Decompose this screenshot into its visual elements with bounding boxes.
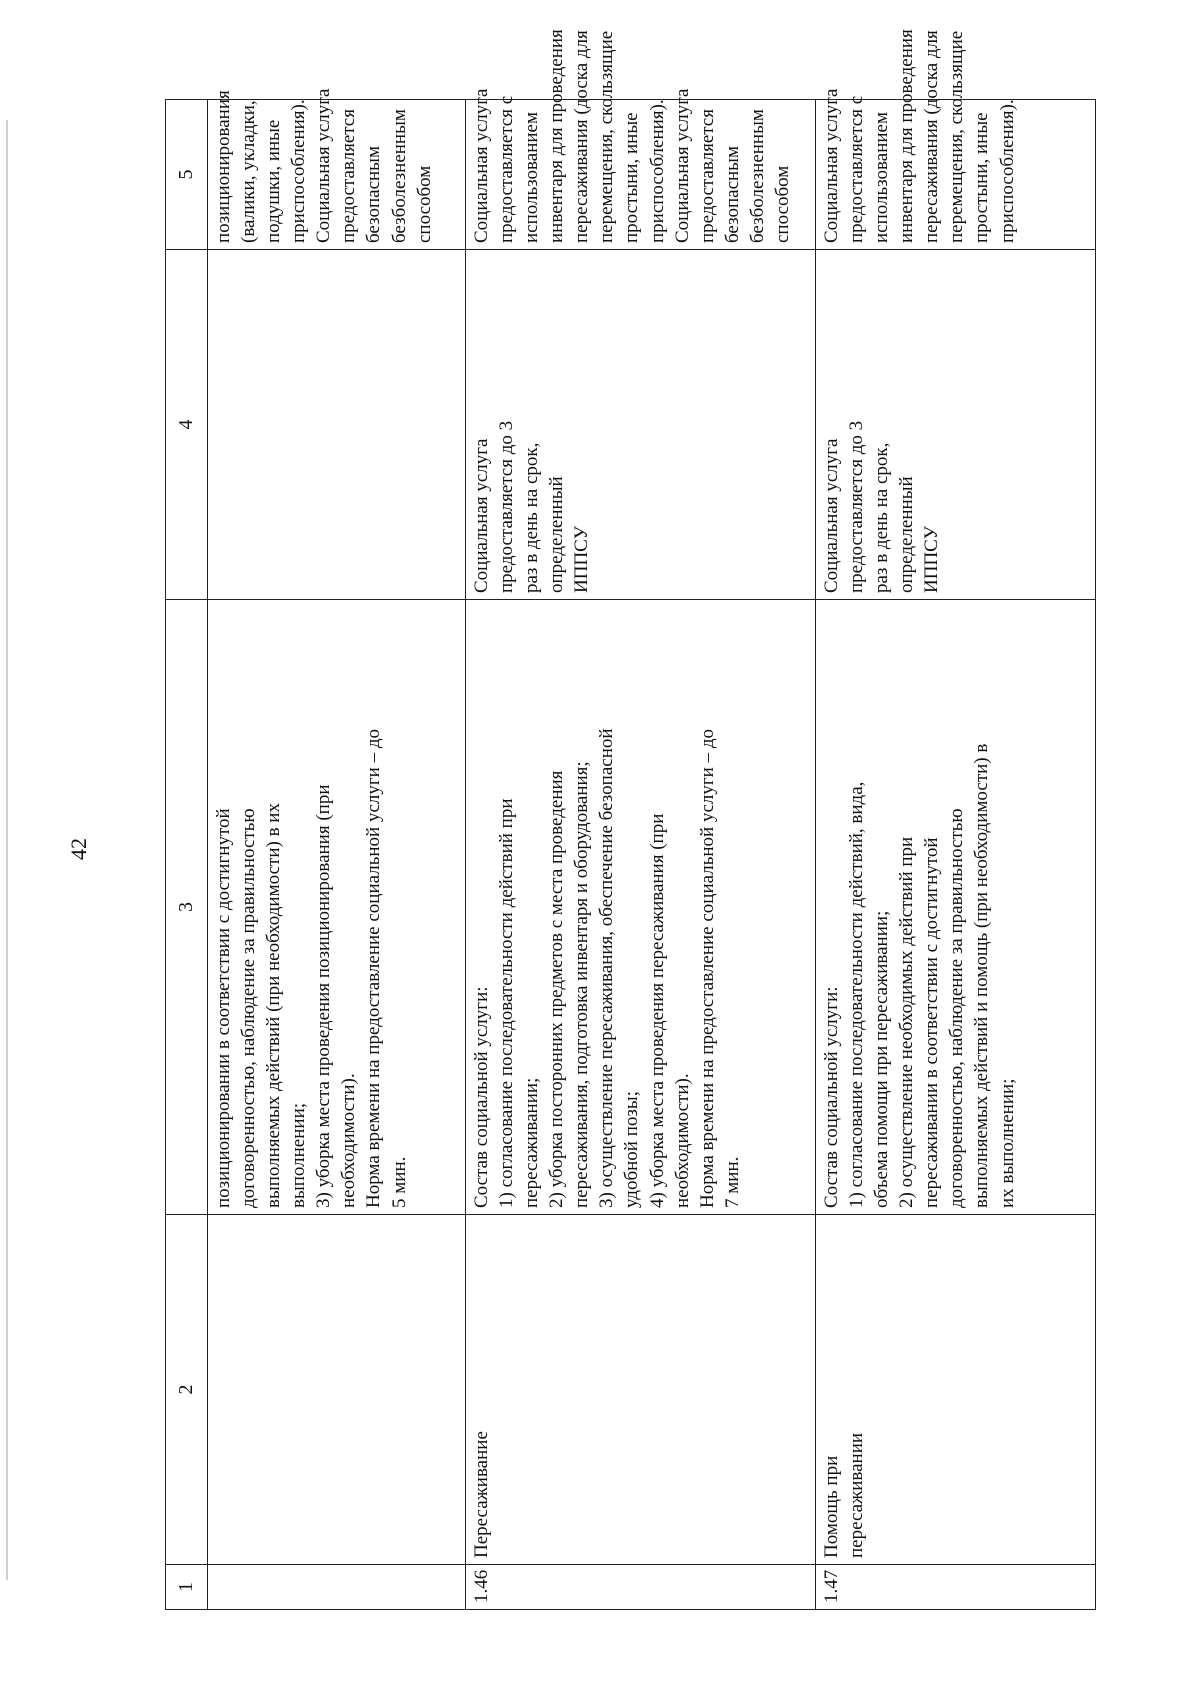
cell-content (208, 600, 466, 1215)
table-row (816, 100, 1096, 1610)
cell-text-line: удобной позы; (621, 1091, 643, 1208)
cell-text-line: ИППСУ (921, 525, 943, 593)
cell-text-line: перемещения, скользящие (596, 30, 618, 243)
cell-text-line: приспособления). (646, 99, 668, 243)
cell-text-line: договоренностью, наблюдение за правильностью (946, 808, 968, 1208)
cell-text-line: 5 мин. (388, 1156, 410, 1208)
cell-text-line: Пересаживание (471, 1431, 492, 1558)
cell-text-line: 7 мин. (721, 1156, 743, 1208)
table-row (466, 100, 816, 1610)
cell-text-line: безболезненным (388, 109, 410, 243)
cell-text-line: Норма времени на предоставление социальной услуги – до (696, 729, 718, 1208)
cell-text-line: 2) осуществление необходимых действий при (896, 836, 918, 1208)
scan-edge-mark (6, 120, 8, 1580)
cell-text-line: инвентаря для проведения (546, 29, 568, 243)
cell-text-line: простыни, иные (621, 112, 643, 243)
cell-conditions (208, 88, 466, 250)
cell-text-line: пересаживании; (521, 1077, 543, 1208)
cell-name (816, 1215, 1096, 1565)
cell-text-line: 1) согласование последовательности действий, вида, (846, 781, 868, 1208)
cell-text-line: Помощь при (821, 1455, 842, 1558)
cell-text-line: выполняемых действий (при необходимости) в их (263, 803, 285, 1208)
cell-text-line: 4) уборка места проведения пересаживания (при (646, 813, 668, 1208)
header-cell: 4 (166, 250, 208, 600)
cell-text-line: безболезненным (746, 109, 768, 243)
cell-text-line: раз в день на срок, (521, 442, 543, 593)
cell-text-line: приспособления). (288, 99, 310, 243)
cell-text-line: Состав социальной услуги: (821, 986, 842, 1208)
cell-text-line: Социальная услуга (821, 88, 842, 243)
cell-volume (208, 250, 466, 600)
cell-text-line: использованием (521, 111, 543, 243)
cell-text-line: определенный (546, 476, 568, 593)
cell-text-line: безопасным (363, 146, 385, 243)
cell-text-line: перемещения, скользящие (946, 30, 968, 243)
cell-text-line: позиционирования (213, 90, 234, 243)
cell-text-line: необходимости). (338, 1073, 360, 1208)
cell-text-line: 2) уборка посторонних предметов с места проведения (546, 770, 568, 1208)
cell-conditions (466, 29, 816, 250)
cell-text-line: безопасным (721, 146, 743, 243)
cell-text-line: ИППСУ (571, 525, 593, 593)
cell-text-line: Социальная услуга (671, 88, 693, 243)
cell-text-line: Социальная услуга (821, 438, 842, 593)
cell-text-line: Социальная услуга (471, 438, 492, 593)
services-table (165, 29, 1096, 1610)
table-header-row (166, 100, 208, 1610)
cell-text-line: способом (413, 165, 435, 243)
cell-text-line: позиционировании в соответствии с достигнутой (213, 808, 234, 1208)
cell-text-line: предоставляется (696, 109, 718, 243)
cell-conditions (816, 29, 1096, 250)
table-row (208, 100, 466, 1610)
cell-text-line: Социальная услуга (313, 88, 335, 243)
header-cell: 2 (166, 1215, 208, 1565)
cell-text-line: простыни, иные (971, 112, 993, 243)
cell-text-line: предоставляется до 3 (496, 420, 518, 593)
cell-volume (816, 250, 1096, 600)
cell-num: 1.46 (466, 1565, 816, 1610)
cell-text-line: выполнении; (288, 1102, 310, 1208)
cell-text-line: пересаживания (доска для (571, 30, 593, 243)
cell-text-line: (валики, укладки, (238, 100, 260, 243)
cell-text-line: предоставляется (338, 109, 360, 243)
cell-text-line: 3) уборка места проведения позиционирования (при (313, 784, 335, 1208)
cell-text-line: 3) осуществление пересаживания, обеспечение безопасной (596, 728, 618, 1208)
cell-text-line: определенный (896, 476, 918, 593)
cell-text-line: инвентаря для проведения (896, 29, 918, 243)
cell-text-line: пересаживания, подготовка инвентаря и оборудования; (571, 761, 593, 1208)
cell-name (466, 1215, 816, 1565)
cell-text-line: использованием (871, 111, 893, 243)
cell-text-line: пересаживания (доска для (921, 30, 943, 243)
page-number: 42 (66, 838, 91, 860)
cell-text-line: 1) согласование последовательности действий при (496, 798, 518, 1208)
cell-text-line: приспособления). (996, 99, 1018, 243)
cell-text-line: подушки, иные (263, 119, 285, 243)
rotated-table-container (165, 29, 1095, 1610)
cell-content (816, 600, 1096, 1215)
cell-num (208, 1565, 466, 1610)
cell-text-line: способом (771, 165, 793, 243)
cell-text-line: Состав социальной услуги: (471, 986, 492, 1208)
header-cell: 1 (166, 1565, 208, 1610)
cell-text-line: предоставляется до 3 (846, 420, 868, 593)
cell-text-line: договоренностью, наблюдение за правильностью (238, 808, 260, 1208)
cell-num: 1.47 (816, 1565, 1096, 1610)
header-cell: 5 (166, 100, 208, 250)
cell-text-line: необходимости). (671, 1073, 693, 1208)
cell-text-line: Социальная услуга (471, 88, 492, 243)
cell-text-line: предоставляется с (846, 95, 868, 243)
cell-text-line: выполняемых действий и помощь (при необходимости) в (971, 743, 993, 1208)
cell-content (466, 600, 816, 1215)
cell-volume (466, 250, 816, 600)
cell-text-line: их выполнении; (996, 1078, 1018, 1208)
cell-text-line: Норма времени на предоставление социальной услуги – до (363, 729, 385, 1208)
cell-text-line: пересаживании (846, 1432, 868, 1558)
cell-text-line: объема помощи при пересаживании; (871, 910, 893, 1208)
cell-text-line: раз в день на срок, (871, 442, 893, 593)
cell-text-line: предоставляется с (496, 95, 518, 243)
header-cell: 3 (166, 600, 208, 1215)
cell-name (208, 1215, 466, 1565)
cell-text-line: пересаживании в соответствии с достигнутой (921, 837, 943, 1208)
